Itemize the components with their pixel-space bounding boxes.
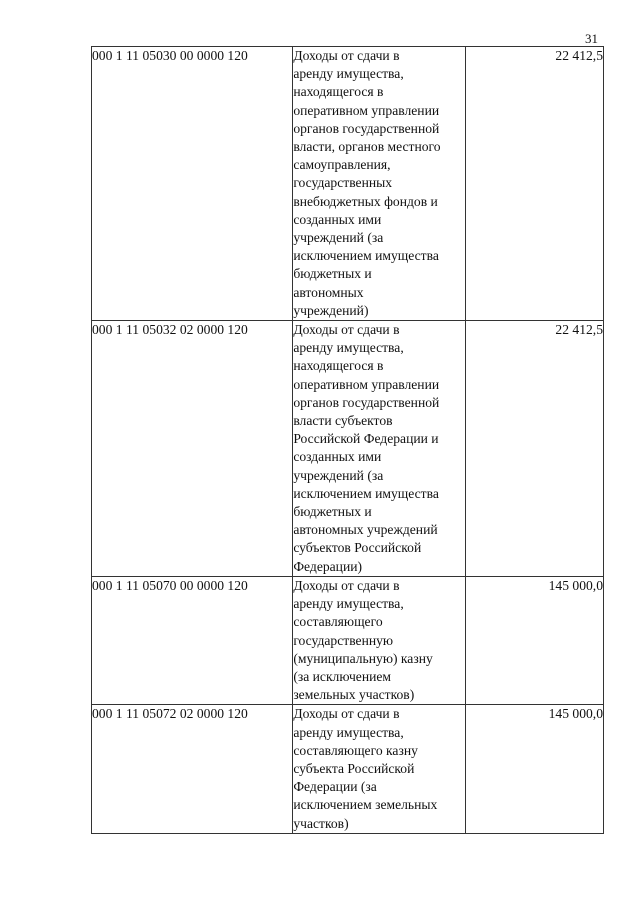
budget-code: 000 1 11 05070 00 0000 120 — [92, 576, 293, 704]
budget-code: 000 1 11 05030 00 0000 120 — [92, 47, 293, 321]
description-line: находящегося в — [293, 84, 384, 100]
description-line: (муниципальную) казну — [293, 650, 433, 666]
description-line: государственную — [293, 632, 394, 648]
description-line: находящегося в — [293, 358, 384, 374]
amount-value: 22 412,5 — [466, 321, 604, 577]
description-line: органов государственной — [293, 120, 440, 136]
description-line: государственных — [293, 175, 393, 191]
amount-value: 145 000,0 — [466, 576, 604, 704]
description-line: субъекта Российской — [293, 760, 415, 776]
description-line: учреждений (за — [293, 467, 384, 483]
budget-code: 000 1 11 05032 02 0000 120 — [92, 321, 293, 577]
description-line: бюджетных и — [293, 504, 372, 520]
description-line: субъектов Российской — [293, 540, 422, 556]
description-line: власти, органов местного — [293, 139, 441, 155]
description-line: Федерации (за — [293, 779, 377, 795]
description-line: исключением имущества — [293, 485, 439, 501]
description-line: Российской Федерации и — [293, 431, 439, 447]
table-row — [92, 47, 604, 321]
description-line: автономных — [293, 284, 364, 300]
description-line: Доходы от сдачи в — [293, 48, 400, 63]
budget-code: 000 1 11 05072 02 0000 120 — [92, 705, 293, 833]
income-description — [293, 47, 466, 321]
revenue-table — [91, 46, 604, 834]
description-line: (за исключением — [293, 668, 392, 684]
income-description — [293, 576, 466, 704]
description-line: аренду имущества, — [293, 340, 404, 356]
description-line: исключением имущества — [293, 248, 439, 264]
description-line: оперативном управлении — [293, 102, 440, 118]
description-line: Федерации) — [293, 558, 363, 574]
description-line: учреждений) — [293, 302, 369, 318]
description-line: автономных учреждений — [293, 522, 438, 538]
description-line: земельных участков) — [293, 687, 415, 703]
description-line: участков) — [293, 815, 349, 831]
description-line: власти субъектов — [293, 413, 393, 429]
description-line: созданных ими — [293, 449, 382, 465]
description-line: созданных ими — [293, 211, 382, 227]
description-line: Доходы от сдачи в — [293, 322, 400, 338]
description-line: оперативном управлении — [293, 376, 440, 392]
description-line: аренду имущества, — [293, 66, 404, 82]
description-line: самоуправления, — [293, 157, 391, 173]
description-line: составляющего казну — [293, 742, 418, 758]
table-row — [92, 321, 604, 577]
income-description — [293, 705, 466, 833]
table-row — [92, 705, 604, 833]
description-line: аренду имущества, — [293, 596, 404, 612]
description-line: бюджетных и — [293, 266, 372, 282]
income-description — [293, 321, 466, 577]
table-row — [92, 576, 604, 704]
amount-value: 22 412,5 — [466, 47, 604, 321]
description-line: органов государственной — [293, 394, 440, 410]
description-line: составляющего — [293, 614, 383, 630]
description-line: аренду имущества, — [293, 724, 404, 740]
amount-value: 145 000,0 — [466, 705, 604, 833]
page-number: 31 — [585, 31, 598, 46]
description-line: исключением земельных — [293, 797, 438, 813]
description-line: внебюджетных фондов и — [293, 193, 438, 209]
description-line: учреждений (за — [293, 230, 384, 246]
description-line: Доходы от сдачи в — [293, 577, 400, 593]
description-line: Доходы от сдачи в — [293, 706, 400, 722]
